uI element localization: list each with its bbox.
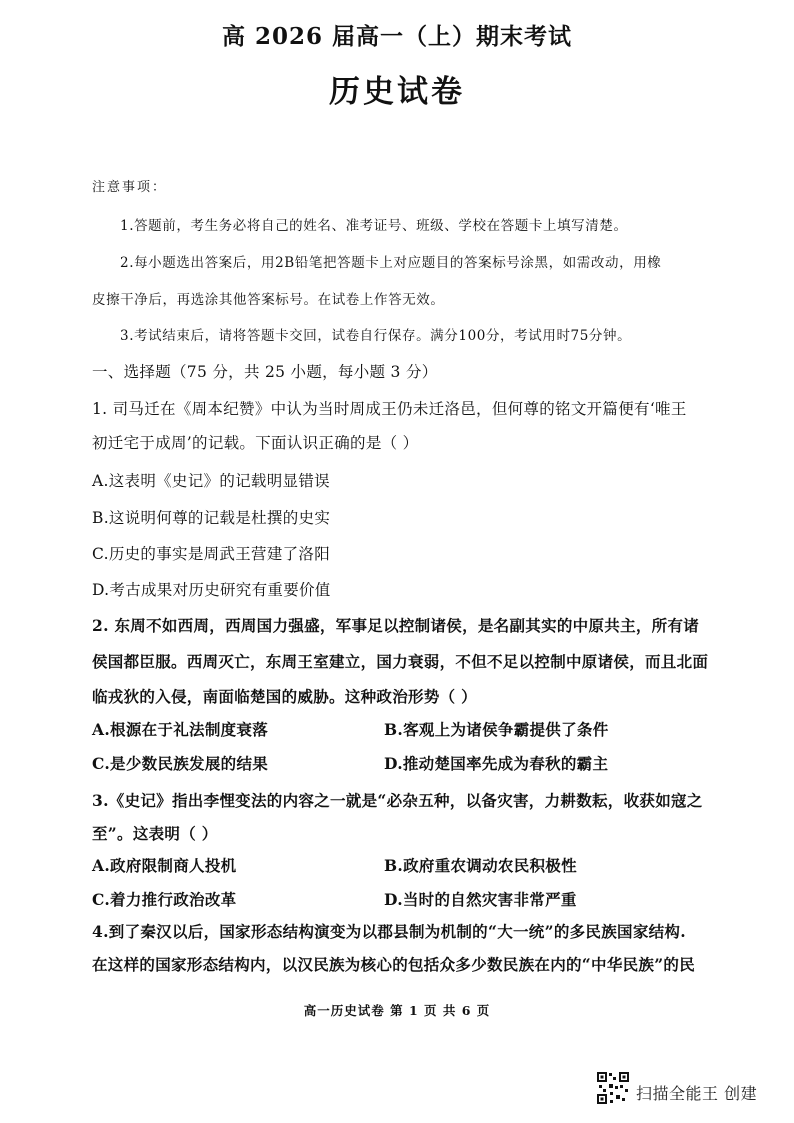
option-c: C.历史的事实是周武王营建了洛阳 (92, 545, 331, 563)
page-footer: 高一历史试卷 第 1 页 共 6 页 (303, 1003, 491, 1018)
option-b: B.这说明何尊的记载是杜撰的史实 (92, 509, 331, 527)
qr-code-icon (596, 1071, 630, 1105)
question-stem-line: 在这样的国家形态结构内，以汉民族为核心的包括众多少数民族在内的“中华民族”的民 (92, 955, 696, 974)
option-c: C.是少数民族发展的结果 (92, 754, 269, 773)
notice-heading: 注意事项： (92, 180, 168, 195)
option-a: A.根源在于礼法制度衰落 (92, 720, 269, 739)
scanner-watermark: 扫描全能王 创建 (636, 1084, 758, 1103)
notice-item-2-line-2: 皮擦干净后，再选涂其他答案标号。在试卷上作答无效。 (92, 292, 445, 308)
subject-title: 历史试卷 (329, 74, 465, 110)
exam-title: 高 2026 届高一（上）期末考试 (221, 23, 573, 50)
option-d: D.考古成果对历史研究有重要价值 (92, 581, 331, 599)
notice-item-3: 3.考试结束后，请将答题卡交回，试卷自行保存。满分100分，考试用时75分钟。 (120, 328, 632, 344)
question-stem-line: 1. 司马迁在《周本纪赞》中认为当时周成王仍未迁洛邑，但何尊的铭文开篇便有‘唯王 (92, 400, 687, 418)
question-stem-line: 3.《史记》指出李悝变法的内容之一就是“必杂五种，以备灾害，力耕数耘，收获如寇之 (92, 791, 703, 810)
option-c: C.着力推行政治改革 (92, 890, 237, 909)
question-stem-line: 临戎狄的入侵，南面临楚国的威胁。这种政治形势（ ） (92, 687, 477, 706)
option-b: B.政府重农调动农民积极性 (384, 856, 577, 875)
option-b: B.客观上为诸侯争霸提供了条件 (384, 720, 609, 739)
question-stem-line: 4.到了秦汉以后，国家形态结构演变为以郡县制为机制的“大一统”的多民族国家结构. (92, 922, 686, 941)
question-stem-line: 侯国都臣服。西周灭亡，东周王室建立，国力衰弱，不但不足以控制中原诸侯，而且北面 (92, 652, 709, 671)
option-d: D.推动楚国率先成为春秋的霸主 (384, 754, 609, 773)
section-heading: 一、选择题（75 分，共 25 小题，每小题 3 分） (92, 363, 438, 381)
option-d: D.当时的自然灾害非常严重 (384, 890, 577, 909)
question-stem-line: 2. 东周不如西周，西周国力强盛，军事足以控制诸侯，是名副其实的中原共主，所有诸 (92, 616, 700, 635)
question-stem-line: 初迁宅于成周’的记载。下面认识正确的是（ ） (92, 434, 419, 452)
option-a: A.政府限制商人投机 (92, 856, 237, 875)
notice-item-2-line-1: 2.每小题选出答案后，用2B铅笔把答题卡上对应题目的答案标号涂黑，如需改动，用橡 (120, 255, 662, 271)
question-stem-line: 至”。这表明（ ） (92, 824, 218, 843)
option-a: A.这表明《史记》的记载明显错误 (92, 472, 330, 490)
notice-item-1: 1.答题前，考生务必将自己的姓名、准考证号、班级、学校在答题卡上填写清楚。 (120, 218, 628, 234)
